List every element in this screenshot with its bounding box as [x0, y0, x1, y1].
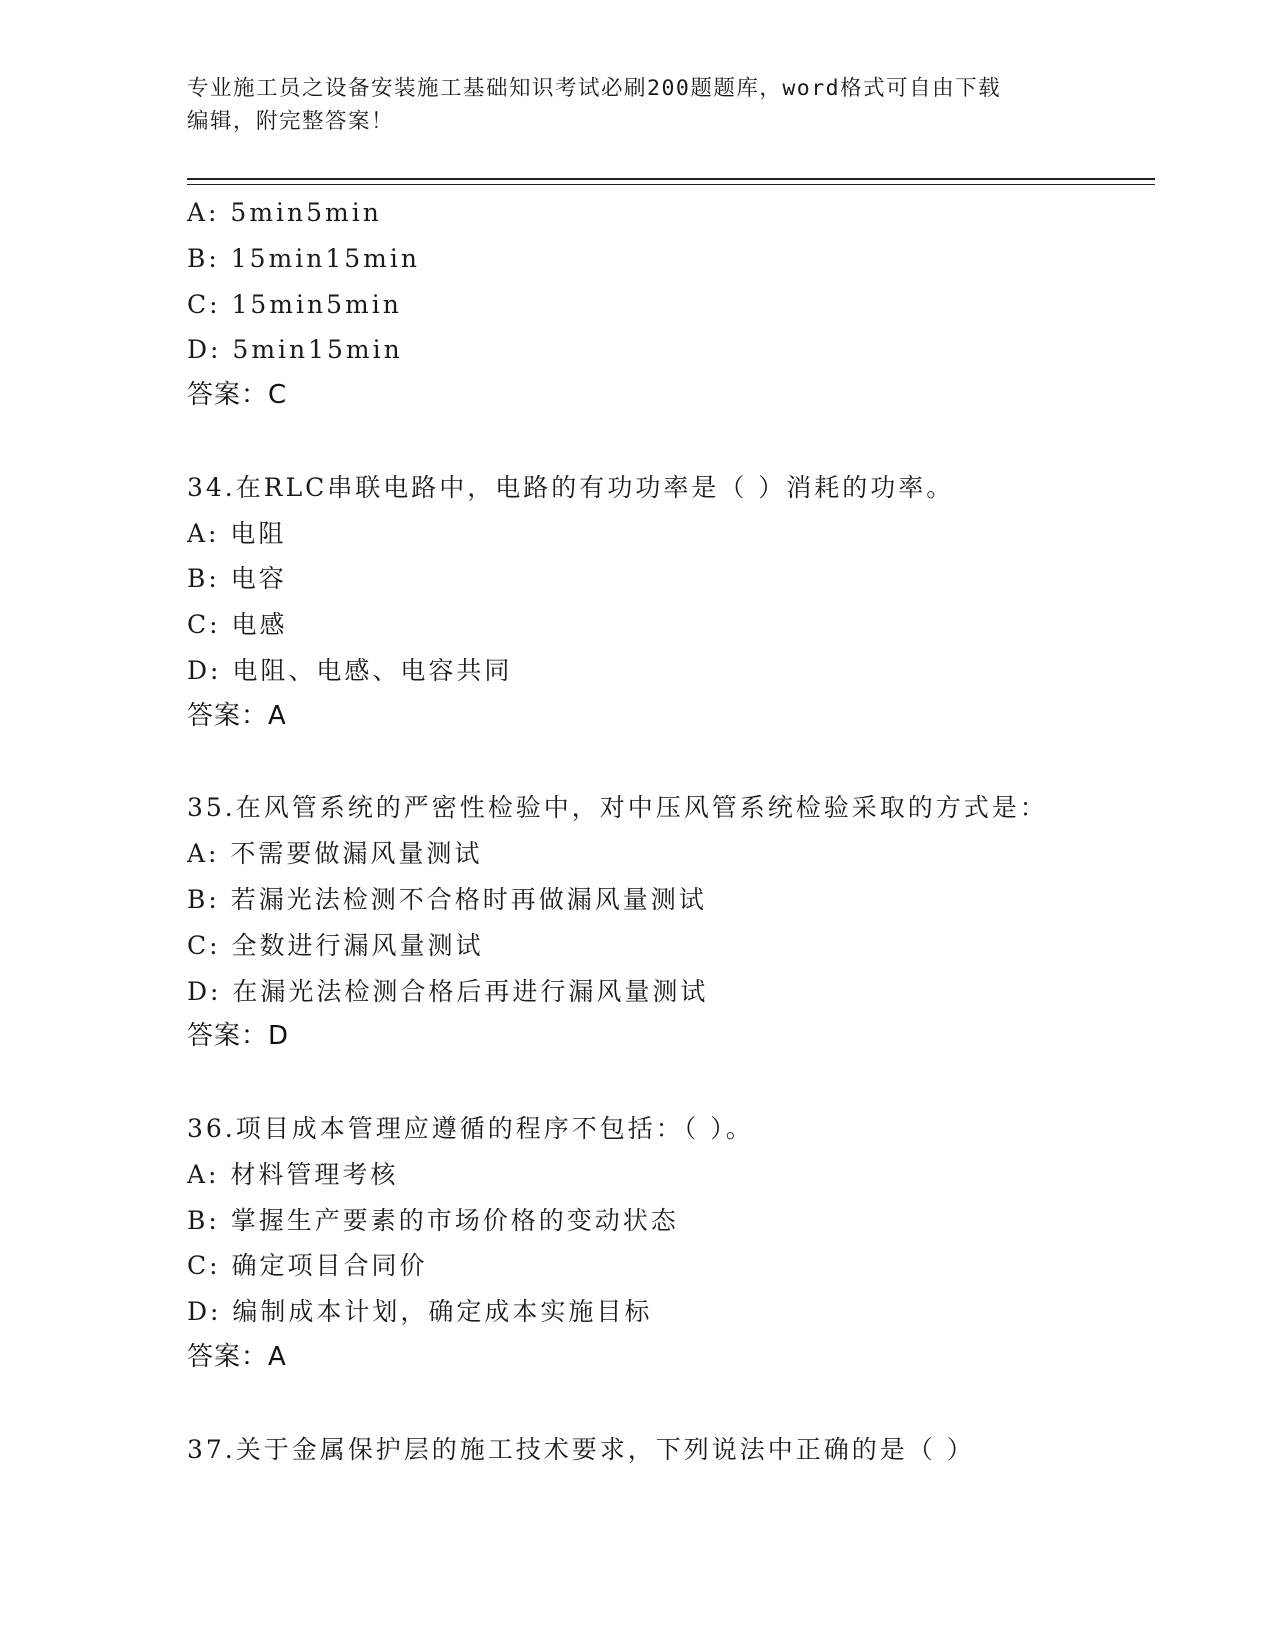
question-block-37: [187, 1427, 1147, 1473]
answer-line: 答案：A: [187, 700, 287, 731]
question-text: 36.项目成本管理应遵循的程序不包括：（ ）。: [187, 1113, 754, 1143]
option-b: B: 电容: [187, 564, 287, 594]
question-block-33: [187, 190, 1147, 419]
option-a: A: 5min5min: [187, 198, 382, 227]
option-a: A: 不需要做漏风量测试: [187, 839, 483, 869]
question-block-35: [187, 785, 1147, 1060]
option-b: B: 15min15min: [187, 243, 420, 273]
option-b: B: 若漏光法检测不合格时再做漏风量测试: [187, 884, 707, 914]
header-line-2: 编辑，附完整答案！: [187, 109, 395, 134]
answer-line: 答案：D: [187, 1021, 290, 1052]
option-d: D: 5min15min: [187, 335, 403, 365]
document-header: [187, 72, 1087, 138]
question-block-36: [187, 1106, 1147, 1381]
option-c: C: 确定项目合同价: [187, 1251, 428, 1281]
spacer: [187, 1060, 1147, 1106]
option-d: D: 在漏光法检测合格后再进行漏风量测试: [187, 976, 709, 1006]
header-rule-thick: [187, 178, 1155, 180]
option-a: A: 电阻: [187, 518, 287, 548]
header-line-1: 专业施工员之设备安装施工基础知识考试必刷200题题库，word格式可自由下载: [187, 76, 1002, 101]
option-b: B: 掌握生产要素的市场价格的变动状态: [187, 1205, 679, 1235]
option-c: C: 电感: [187, 610, 288, 640]
option-c: C: 全数进行漏风量测试: [187, 930, 484, 960]
question-block-34: [187, 465, 1147, 740]
spacer: [187, 740, 1147, 786]
question-text: 35.在风管系统的严密性检验中，对中压风管系统检验采取的方式是：: [187, 793, 1048, 823]
option-d: D: 编制成本计划，确定成本实施目标: [187, 1297, 653, 1327]
question-text: 34.在RLC串联电路中，电路的有功功率是（ ）消耗的功率。: [187, 472, 955, 502]
option-a: A: 材料管理考核: [187, 1159, 399, 1189]
question-list: [187, 190, 1147, 1472]
question-text: 37.关于金属保护层的施工技术要求，下列说法中正确的是（ ）: [187, 1434, 975, 1464]
option-d: D: 电阻、电感、电容共同: [187, 655, 513, 685]
answer-line: 答案：A: [187, 1341, 287, 1372]
option-c: C: 15min5min: [187, 289, 402, 319]
header-rule-thin: [187, 184, 1155, 185]
answer-line: 答案：C: [187, 380, 288, 411]
spacer: [187, 419, 1147, 465]
spacer: [187, 1381, 1147, 1427]
